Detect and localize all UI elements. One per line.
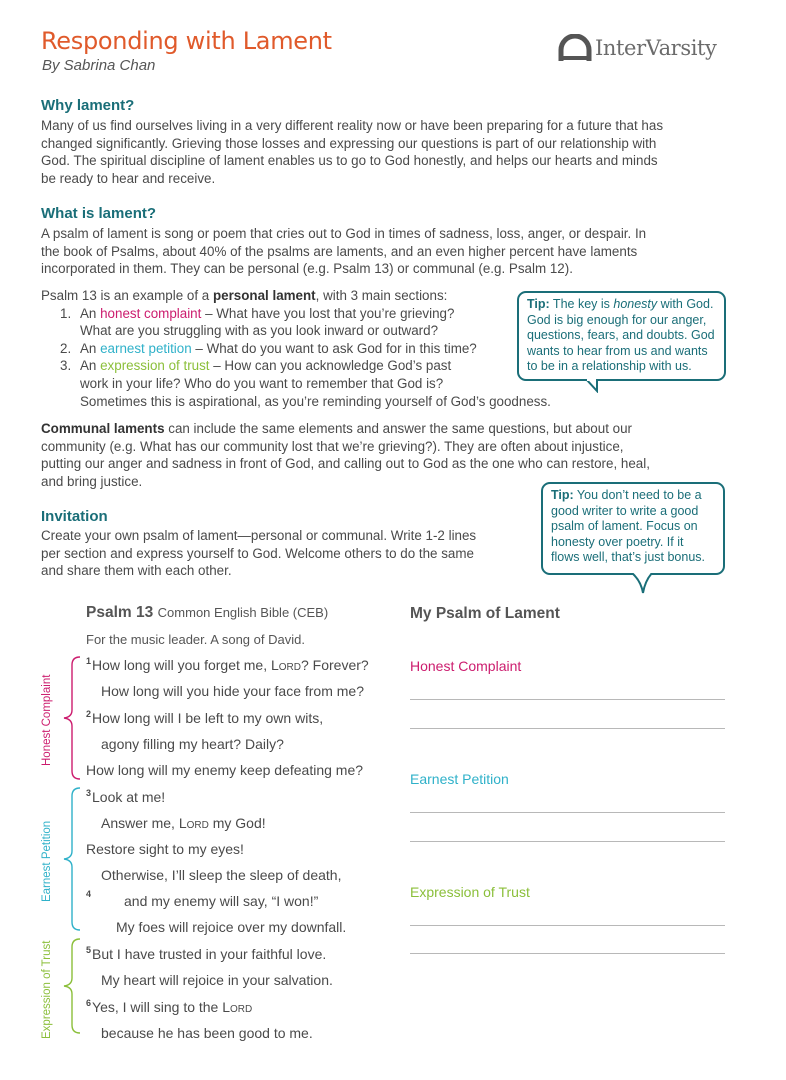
psalm-verse-line bbox=[86, 656, 369, 673]
verse-number: 5 bbox=[86, 945, 92, 955]
psalm-verse-line bbox=[86, 998, 252, 1015]
earnest-petition-bracket bbox=[60, 786, 84, 932]
communal-line: and bring justice. bbox=[41, 473, 143, 489]
tip-box-honesty bbox=[517, 291, 726, 381]
psalm-verse-line: and my enemy will say, “I won!” bbox=[124, 893, 319, 909]
verse-text: Look at me! bbox=[92, 789, 166, 805]
expression-of-trust-side-label: Expression of Trust bbox=[41, 940, 53, 1039]
psalm-title-row bbox=[86, 604, 328, 622]
invitation-paragraph bbox=[41, 527, 531, 580]
lord-small-caps: Lord bbox=[222, 999, 253, 1015]
honest-complaint-side-label: Honest Complaint bbox=[41, 674, 53, 766]
writing-line[interactable] bbox=[410, 812, 725, 813]
verse-text: Yes, I will sing to the bbox=[92, 999, 223, 1015]
verse-number: 4 bbox=[86, 889, 92, 899]
my-expression-of-trust-label: Expression of Trust bbox=[410, 884, 530, 900]
psalm-version: Common English Bible (CEB) bbox=[157, 605, 329, 620]
why-line: be ready to hear and receive. bbox=[41, 170, 216, 186]
tip-pointer bbox=[586, 379, 608, 393]
expression-of-trust-bracket bbox=[60, 937, 84, 1035]
intervarsity-logo bbox=[558, 34, 717, 62]
psalm-verse-line bbox=[86, 889, 92, 906]
writing-line[interactable] bbox=[410, 841, 725, 842]
writing-line[interactable] bbox=[410, 925, 725, 926]
item-text: An bbox=[80, 305, 101, 321]
communal-paragraph bbox=[41, 420, 741, 490]
item-text: An bbox=[80, 358, 101, 374]
psalm-verse-line: How long will my enemy keep defeating me? bbox=[86, 762, 364, 778]
communal-text: can include the same elements and answer the same questions, but about our bbox=[164, 421, 633, 436]
item-text: An bbox=[80, 340, 101, 356]
tip-text: with God. God is big enough for our anger, questions, fears, and doubts. God wants to hear from us and wants to be in a relationship with us. bbox=[527, 297, 715, 374]
psalm-verse-line bbox=[101, 815, 266, 831]
what-line: A psalm of lament is song or poem that cries out to God in times of sadness, loss, anger, or despair. In bbox=[41, 226, 647, 241]
item-text: – What do you want to ask God for in this time? bbox=[191, 340, 477, 356]
psalm-verse-line bbox=[86, 709, 323, 726]
why-line: changed significantly. Grieving those losses and expressing our questions is part of our relationship with bbox=[41, 135, 657, 151]
why-heading: Why lament? bbox=[41, 97, 135, 114]
verse-text: How long will you forget me, bbox=[92, 657, 271, 673]
tip-text: The key is bbox=[549, 297, 614, 311]
item-text: What are you struggling with as you look inward or outward? bbox=[80, 323, 439, 339]
lord-small-caps: Lord bbox=[178, 815, 209, 831]
tip-box-writing bbox=[541, 482, 725, 575]
psalm-verse-line: Otherwise, I’ll sleep the sleep of death, bbox=[101, 867, 342, 883]
what-line: the book of Psalms, about 40% of the psalms are laments, and an even higher percent have laments bbox=[41, 243, 638, 259]
verse-number: 3 bbox=[86, 788, 92, 798]
my-psalm-title: My Psalm of Lament bbox=[410, 605, 560, 622]
expression-of-trust-term: expression of trust bbox=[100, 358, 210, 374]
intervarsity-arch-icon bbox=[558, 34, 592, 62]
verse-number: 6 bbox=[86, 998, 92, 1008]
what-paragraph bbox=[41, 225, 741, 278]
communal-line: putting our anger and sadness in front of God, and calling out to God as the one who can restore, heal, bbox=[41, 456, 650, 472]
psalm-verse-line: How long will you hide your face from me? bbox=[101, 683, 365, 699]
page-title: Responding with Lament bbox=[41, 27, 332, 55]
item-text: work in your life? Who do you want to remember that God is? bbox=[80, 375, 444, 391]
verse-text: ? Forever? bbox=[301, 657, 369, 673]
writing-line[interactable] bbox=[410, 699, 725, 700]
communal-bold: Communal laments bbox=[41, 421, 165, 436]
item-text: – What have you lost that you’re grieving? bbox=[201, 305, 455, 321]
what-heading: What is lament? bbox=[41, 205, 157, 222]
my-honest-complaint-label: Honest Complaint bbox=[410, 658, 522, 674]
psalm-verse-line bbox=[86, 788, 165, 805]
item-number: 1. bbox=[60, 305, 72, 321]
verse-text: my God! bbox=[208, 815, 266, 831]
psalm-verse-line bbox=[86, 945, 326, 962]
psalm-verse-line: My heart will rejoice in your salvation. bbox=[101, 972, 333, 988]
verse-text: But I have trusted in your faithful love. bbox=[92, 946, 327, 962]
intro-bold: personal lament bbox=[212, 288, 316, 303]
honest-complaint-bracket bbox=[60, 655, 84, 781]
psalm-verse-line: agony filling my heart? Daily? bbox=[101, 736, 284, 752]
what-line: incorporated in them. They can be personal (e.g. Psalm 13) or communal (e.g. Psalm 12). bbox=[41, 261, 573, 277]
why-paragraph bbox=[41, 117, 741, 187]
psalm-verse-line: because he has been good to me. bbox=[101, 1025, 313, 1041]
communal-line: community (e.g. What has our community lost that we’re grieving?). They are often about injustice, bbox=[41, 438, 624, 454]
earnest-petition-term: earnest petition bbox=[100, 340, 192, 356]
item-number: 2. bbox=[60, 340, 72, 356]
writing-line[interactable] bbox=[410, 953, 725, 954]
earnest-petition-side-label: Earnest Petition bbox=[41, 820, 53, 902]
psalm-superscription: For the music leader. A song of David. bbox=[86, 632, 305, 647]
tip-emphasis: honesty bbox=[613, 297, 658, 311]
item-text: – How can you acknowledge God’s past bbox=[209, 358, 452, 374]
lord-small-caps: Lord bbox=[270, 657, 301, 673]
item-number: 3. bbox=[60, 358, 72, 374]
psalm-verse-line: My foes will rejoice over my downfall. bbox=[116, 919, 347, 935]
verse-text: Answer me, bbox=[101, 815, 179, 831]
tip-label: Tip: bbox=[527, 297, 550, 311]
verse-number: 2 bbox=[86, 709, 92, 719]
honest-complaint-term: honest complaint bbox=[100, 305, 202, 321]
tip-text: You don’t need to be a good writer to write a good psalm of lament. Focus on honesty over poetry. If it flows well, that’s just bonus. bbox=[551, 488, 706, 565]
tip-pointer bbox=[631, 573, 653, 595]
psalm-verse-line: Restore sight to my eyes! bbox=[86, 841, 244, 857]
verse-text: How long will I be left to my own wits, bbox=[92, 710, 324, 726]
verse-number: 1 bbox=[86, 656, 92, 666]
tip-label: Tip: bbox=[551, 488, 574, 502]
my-earnest-petition-label: Earnest Petition bbox=[410, 771, 509, 787]
why-line: God. The spiritual discipline of lament enables us to go to God honestly, and helps our hearts and minds bbox=[41, 153, 658, 169]
psalm-title: Psalm 13 bbox=[86, 604, 154, 621]
communal-line bbox=[41, 420, 741, 438]
invitation-line: Create your own psalm of lament—personal or communal. Write 1-2 lines bbox=[41, 528, 477, 543]
writing-line[interactable] bbox=[410, 728, 725, 729]
byline: By Sabrina Chan bbox=[42, 57, 156, 74]
why-line: Many of us find ourselves living in a very different reality now or have been preparing for a future that has bbox=[41, 118, 664, 133]
invitation-line: per section and express yourself to God. Welcome others to do the same bbox=[41, 545, 474, 561]
invitation-heading: Invitation bbox=[41, 508, 108, 525]
logo-text: InterVarsity bbox=[595, 36, 717, 60]
item-text: Sometimes this is aspirational, as you’re reminding yourself of God’s goodness. bbox=[80, 393, 551, 409]
invitation-line: and share them with each other. bbox=[41, 563, 232, 579]
intro-text: Psalm 13 is an example of a bbox=[41, 288, 213, 303]
intro-text: , with 3 main sections: bbox=[315, 288, 448, 303]
